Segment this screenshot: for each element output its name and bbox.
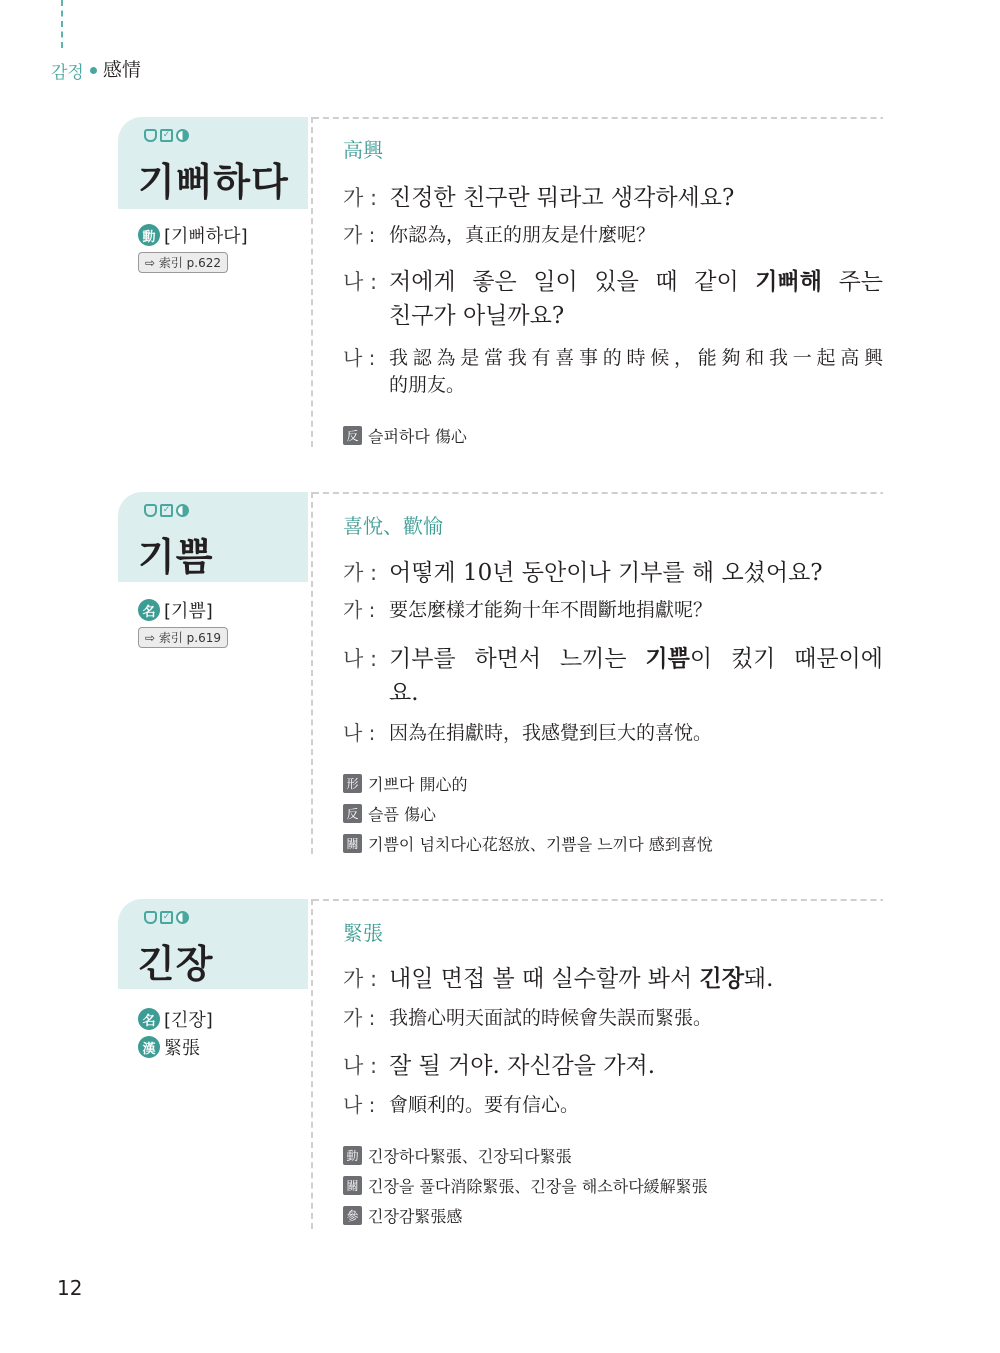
pronunciation: [기뻐하다] (164, 226, 248, 247)
dialog-text: 我認為是當我有喜事的時候，能夠和我一起高興 (389, 347, 883, 369)
meaning: 喜悅、歡愉 (343, 514, 443, 538)
related-text: 기쁘다 開心的 (368, 775, 468, 794)
speaker-label: 나 : (343, 270, 378, 294)
bullet-dot (90, 67, 97, 74)
entry-giyppeohada (118, 117, 883, 447)
speaker-label: 가 : (343, 561, 378, 585)
dialog-line-chinese (343, 345, 883, 399)
dashed-divider-vertical (311, 899, 313, 1229)
headword-meta (138, 596, 228, 648)
dialog-text: 잘 될 거야. 자신감을 가져. (389, 1053, 656, 1079)
dialog-text: 因為在捐獻時，我感覺到巨大的喜悅。 (389, 722, 713, 744)
dialog-text: 내일 면접 볼 때 실수할까 봐서 (389, 966, 700, 992)
index-reference: ⇨ 索引 p.622 (138, 252, 228, 273)
index-reference: ⇨ 索引 p.619 (138, 627, 228, 648)
speaker-label: 가 : (343, 967, 378, 991)
highlight-word: 긴장 (699, 966, 744, 992)
dialog-text: 어떻게 10년 동안이나 기부를 해 오셨어요? (389, 560, 823, 586)
book-icon (144, 504, 157, 517)
related-word (343, 424, 467, 447)
speaker-label: 가 : (343, 1006, 376, 1030)
related-text: 기쁨이 넘치다心花怒放、기쁨을 느끼다 感到喜悅 (368, 835, 713, 854)
dashed-divider-vertical (311, 117, 313, 447)
related-text: 슬퍼하다 傷心 (368, 427, 467, 446)
dialog-line-korean (343, 556, 883, 590)
dialog-text: 我擔心明天面試的時候會失誤而緊張。 (389, 1007, 713, 1029)
pronunciation: [기쁨] (164, 601, 213, 622)
speaker-label: 나 : (343, 1093, 376, 1117)
headword: 긴장 (138, 942, 214, 986)
antonym-badge: 反 (343, 426, 362, 445)
dialog-line-chinese (343, 1005, 883, 1032)
entry-content (343, 117, 883, 447)
related-word (343, 1144, 572, 1167)
speaker-label: 나 : (343, 1054, 378, 1078)
check-icon: ✓ (160, 129, 173, 142)
dialog-line-korean (343, 181, 883, 215)
dialog-line-chinese (343, 720, 883, 747)
related-text: 긴장감緊張感 (368, 1207, 463, 1226)
dialog-line-korean (343, 265, 883, 333)
headword-box (118, 117, 308, 209)
dialog-line-chinese (343, 1092, 883, 1119)
headword: 기쁨 (138, 535, 214, 579)
headword-box (118, 899, 308, 989)
circle-icon (176, 504, 189, 517)
study-icons (144, 911, 189, 924)
adjective-badge: 形 (343, 774, 362, 793)
headword: 기뻐하다 (138, 160, 289, 204)
dialog-text: 기부를 하면서 느끼는 (389, 646, 646, 672)
related-text: 긴장하다緊張、긴장되다緊張 (368, 1147, 572, 1166)
chapter-title-chinese: 感情 (102, 59, 141, 81)
speaker-label: 가 : (343, 598, 376, 622)
speaker-label: 가 : (343, 223, 376, 247)
highlight-word: 기쁨 (645, 646, 690, 672)
pos-badge: 名 (138, 1008, 160, 1030)
study-icons (144, 129, 189, 142)
speaker-label: 가 : (343, 186, 378, 210)
dialog-text-continued: 요. (389, 680, 419, 706)
speaker-label: 나 : (343, 346, 376, 370)
chapter-title-korean: 감정 (51, 63, 84, 83)
related-word (343, 802, 436, 825)
check-icon: ✓ (160, 504, 173, 517)
dialog-line-korean (343, 1049, 883, 1083)
pos-badge: 名 (138, 599, 160, 621)
dialog-text: 會順利的。要有信心。 (389, 1094, 580, 1116)
hanja: 緊張 (164, 1038, 200, 1059)
dialog-text: 돼. (743, 966, 774, 992)
dialog-line-korean (343, 642, 883, 710)
dialog-text-continued: 的朋友。 (389, 374, 466, 396)
dialog-line-korean (343, 962, 883, 996)
related-word (343, 772, 467, 795)
verb-badge: 動 (343, 1146, 362, 1165)
headword-box (118, 492, 308, 582)
dialog-text: 주는 (821, 269, 884, 295)
book-icon (144, 911, 157, 924)
top-dashed-rule (61, 0, 63, 48)
headword-meta (138, 221, 248, 273)
entry-content (343, 899, 883, 1229)
highlight-word: 기뻐해 (755, 269, 822, 295)
dialog-text: 저에게 좋은 일이 있을 때 같이 (389, 269, 756, 295)
related-word (343, 832, 713, 855)
dashed-divider-vertical (311, 492, 313, 854)
speaker-label: 나 : (343, 647, 378, 671)
antonym-badge: 反 (343, 804, 362, 823)
hanja-badge: 漢 (138, 1036, 160, 1058)
page-number: 12 (57, 1276, 83, 1300)
reference-badge: 參 (343, 1206, 362, 1225)
related-word (343, 1204, 462, 1227)
meaning: 緊張 (343, 921, 383, 945)
check-icon: ✓ (160, 911, 173, 924)
chapter-header (51, 57, 141, 84)
related-word (343, 1174, 708, 1197)
dialog-text: 要怎麼樣才能夠十年不間斷地捐獻呢？ (389, 599, 713, 621)
dialog-text-continued: 친구가 아닐까요? (389, 303, 565, 329)
pronunciation: [긴장] (164, 1010, 213, 1031)
speaker-label: 나 : (343, 721, 376, 745)
pos-badge: 動 (138, 224, 160, 246)
dialog-line-chinese (343, 222, 883, 249)
dialog-line-chinese (343, 597, 883, 624)
entry-content (343, 492, 883, 854)
book-icon (144, 129, 157, 142)
circle-icon (176, 911, 189, 924)
dialog-text: 진정한 친구란 뭐라고 생각하세요? (389, 185, 735, 211)
dialog-text: 你認為，真正的朋友是什麼呢？ (389, 224, 656, 246)
entry-giyppeum (118, 492, 883, 854)
related-text: 슬픔 傷心 (368, 805, 436, 824)
relation-badge: 關 (343, 1176, 362, 1195)
dialog-text: 이 컸기 때문이에 (689, 646, 883, 672)
relation-badge: 關 (343, 834, 362, 853)
meaning: 高興 (343, 138, 383, 162)
entry-ginjang (118, 899, 883, 1229)
circle-icon (176, 129, 189, 142)
study-icons (144, 504, 189, 517)
headword-meta (138, 1005, 213, 1061)
related-text: 긴장을 풀다消除緊張、긴장을 해소하다緩解緊張 (368, 1177, 708, 1196)
